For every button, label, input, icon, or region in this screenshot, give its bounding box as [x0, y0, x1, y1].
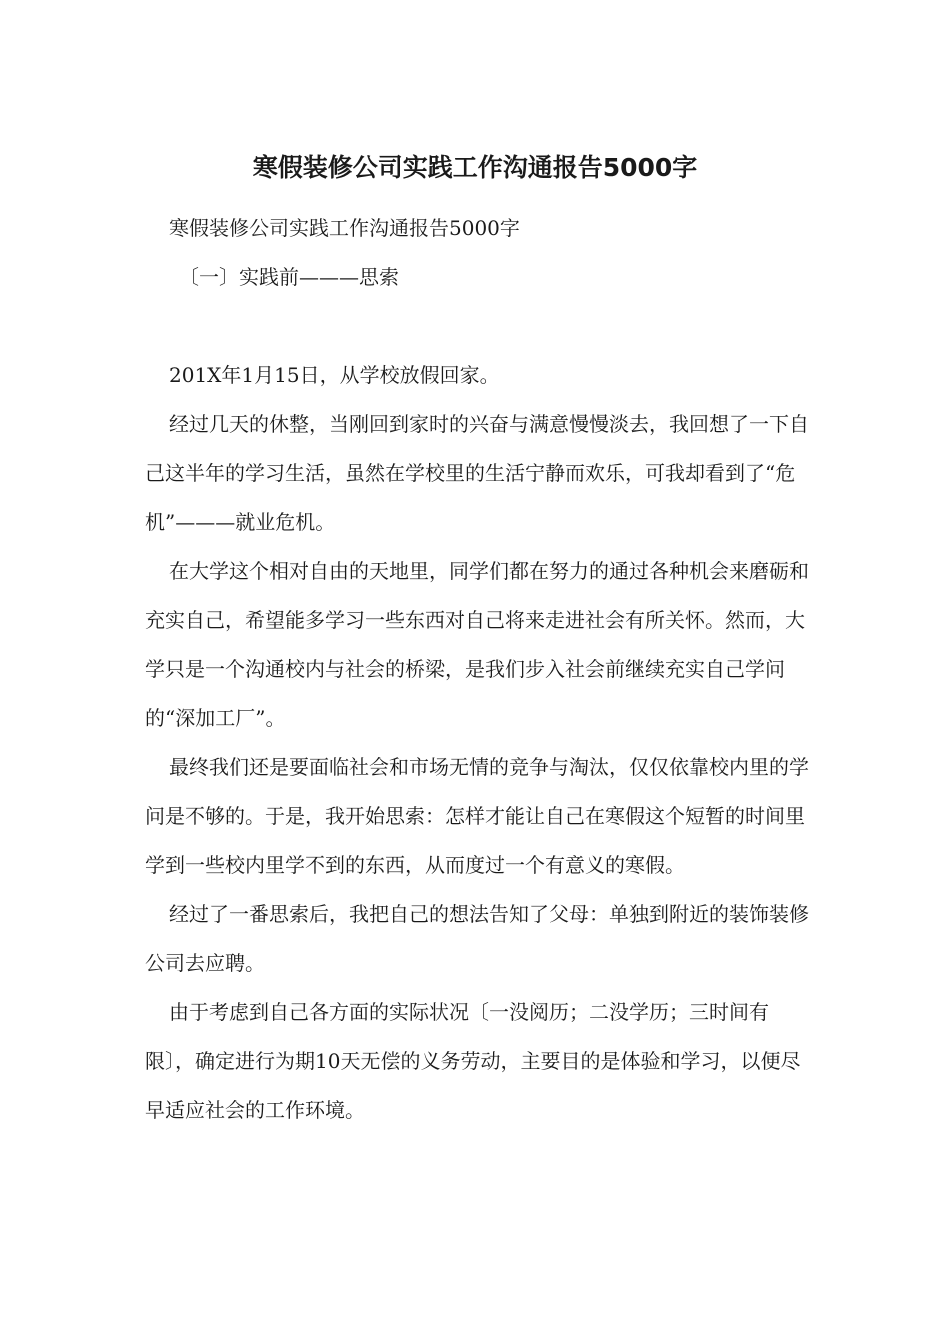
paragraph-date: 201X年1月15日，从学校放假回家。 [169, 363, 500, 387]
document-body [145, 204, 810, 1135]
paragraph-body: 经过几天的休整，当刚回到家时的兴奋与满意慢慢淡去，我回想了一下自己这半年的学习生活，虽然在学校里的生活宁静而欢乐，可我却看到了“危机”———就业危机。 [145, 412, 809, 534]
paragraph-body: 由于考虑到自己各方面的实际状况〔一没阅历；二没学历；三时间有限〕，确定进行为期10天无偿的义务劳动，主要目的是体验和学习，以便尽早适应社会的工作环境。 [145, 1000, 801, 1122]
paragraph-body: 最终我们还是要面临社会和市场无情的竞争与淘汰，仅仅依靠校内里的学问是不够的。于是，我开始思索：怎样才能让自己在寒假这个短暂的时间里学到一些校内里学不到的东西，从而度过一个有意义的寒假。 [145, 755, 809, 877]
document-title: 寒假装修公司实践工作沟通报告5000字 [252, 153, 698, 182]
paragraph-body: 经过了一番思索后，我把自己的想法告知了父母：单独到附近的装饰装修公司去应聘。 [145, 902, 809, 975]
paragraph-body: 在大学这个相对自由的天地里，同学们都在努力的通过各种机会来磨砺和充实自己，希望能多学习一些东西对自己将来走进社会有所关怀。然而，大学只是一个沟通校内与社会的桥梁，是我们步入社会前继续充实自己学问的“深加工厂”。 [145, 559, 809, 730]
paragraph-subtitle: 寒假装修公司实践工作沟通报告5000字 [169, 216, 520, 240]
paragraph-section-heading: 〔一〕实践前———思索 [179, 265, 399, 289]
